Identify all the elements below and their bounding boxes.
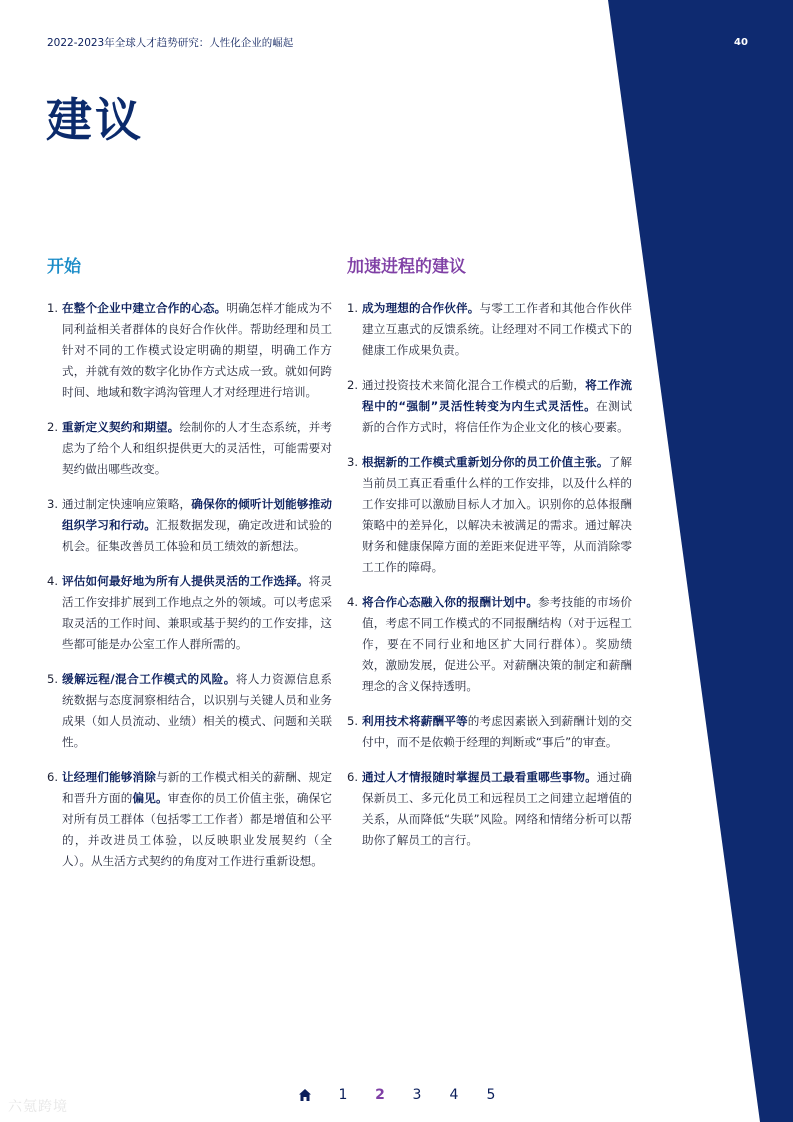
- list-item: 2. 重新定义契约和期望。绘制你的人才生态系统，并考虑为了给个人和组织提供更大的灵活性，可能需要对契约做出哪些改变。: [47, 420, 332, 476]
- page-link-2-active[interactable]: 2: [375, 1087, 385, 1103]
- list-item: 1. 在整个企业中建立合作的心态。明确怎样才能成为不同利益相关者群体的良好合作伙伴。帮助经理和员工针对不同的工作模式设定明确的期望，明确工作方式，并就有效的数字化协作方式达成一致。就如何跨时间、地域和数字鸿沟管理人才对经理进行培训。: [47, 301, 332, 399]
- list-item: 4. 将合作心态融入你的报酬计划中。参考技能的市场价值，考虑不同工作模式的不同报酬结构（对于远程工作，要在不同行业和地区扩大同行群体）。奖励绩效，激励发展，促进公平。对薪酬决策的制定和薪酬理念的含义保持透明。: [347, 595, 632, 693]
- right-heading: 加速进程的建议: [347, 257, 466, 277]
- left-column: [47, 252, 332, 886]
- list-item: 3. 通过制定快速响应策略，确保你的倾听计划能够推动组织学习和行动。汇报数据发现，确定改进和试验的机会。征集改善员工体验和员工绩效的新想法。: [47, 497, 332, 553]
- page-link-4[interactable]: 4: [449, 1087, 459, 1103]
- watermark: 六氪跨境: [8, 1099, 68, 1115]
- list-item: 1. 成为理想的合作伙伴。与零工工作者和其他合作伙伴建立互惠式的反馈系统。让经理对不同工作模式下的健康工作成果负责。: [347, 301, 632, 357]
- home-icon[interactable]: [298, 1088, 312, 1102]
- page-title: 建议: [46, 93, 144, 147]
- list-item: 3. 根据新的工作模式重新划分你的员工价值主张。了解当前员工真正看重什么样的工作安排，以及什么样的工作安排可以激励目标人才加入。识别你的总体报酬策略中的差异化，以解决未被满足的需求。通过解决财务和健康保障方面的差距来促进平等，从而消除零工工作的障碍。: [347, 455, 632, 574]
- report-title: 2022-2023年全球人才趋势研究：人性化企业的崛起: [47, 37, 294, 49]
- list-item: 6. 通过人才情报随时掌握员工最看重哪些事物。通过确保新员工、多元化员工和远程员工之间建立起增值的关系，从而降低“失联”风险。网络和情绪分析可以帮助你了解员工的言行。: [347, 770, 632, 847]
- page-link-5[interactable]: 5: [486, 1087, 496, 1103]
- list-item: 6. 让经理们能够消除与新的工作模式相关的薪酬、规定和晋升方面的偏见。审查你的员工价值主张，确保它对所有员工群体（包括零工工作者）都是增值和公平的，并改进员工体验，以反映职业发展契约（全人）。从生活方式契约的角度对工作进行重新设想。: [47, 770, 332, 868]
- list-item: 5. 缓解远程/混合工作模式的风险。将人力资源信息系统数据与态度洞察相结合，以识别与关键人员和业务成果（如人员流动、业绩）相关的模式、问题和关联性。: [47, 672, 332, 749]
- page-link-3[interactable]: 3: [412, 1087, 422, 1103]
- page-link-1[interactable]: 1: [338, 1087, 348, 1103]
- page-number: 40: [734, 37, 748, 48]
- list-item: 4. 评估如何最好地为所有人提供灵活的工作选择。将灵活工作安排扩展到工作地点之外的领域。可以考虑采取灵活的工作时间、兼职或基于契约的工作安排，这些都可能是办公室工作人群所需的。: [47, 574, 332, 651]
- list-item: 5. 利用技术将薪酬平等的考虑因素嵌入到薪酬计划的交付中，而不是依赖于经理的判断或“事后”的审查。: [347, 714, 632, 749]
- page-navigation: [298, 1087, 521, 1103]
- navy-diagonal-band: [608, 0, 793, 1122]
- list-item: 2. 通过投资技术来简化混合工作模式的后勤，将工作流程中的“强制”灵活性转变为内生式灵活性。在测试新的合作方式时，将信任作为企业文化的核心要素。: [347, 378, 632, 434]
- left-heading: 开始: [47, 257, 81, 277]
- right-column: [347, 252, 632, 865]
